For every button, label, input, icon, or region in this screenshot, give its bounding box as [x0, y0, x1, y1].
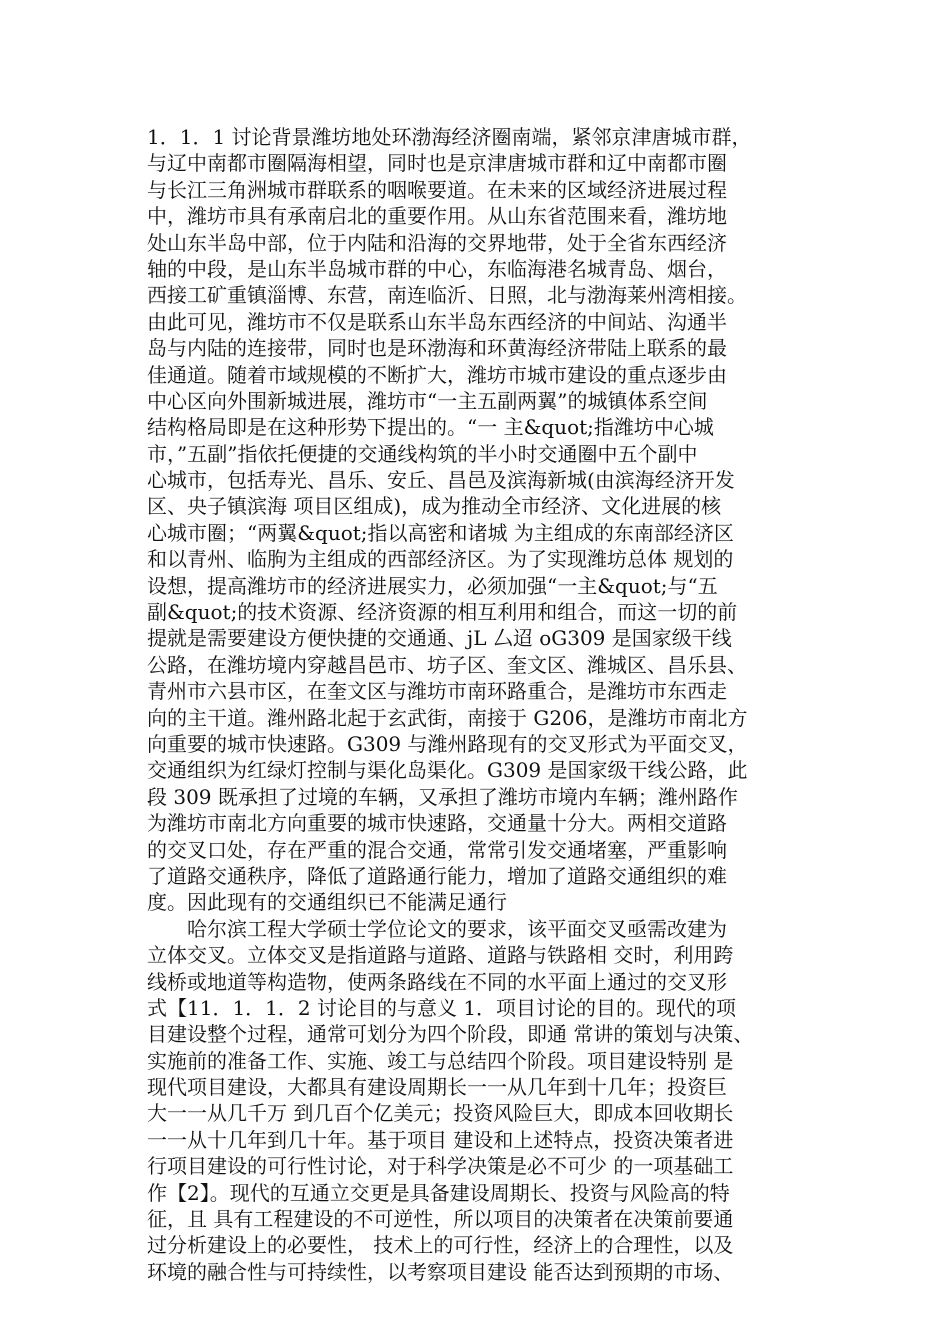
text-line: 向重要的城市快速路。G309 与潍州路现有的交叉形式为平面交叉，	[147, 731, 748, 756]
text-line: 作【2】。现代的互通立交更是具备建设周期长、投资与风险高的特	[147, 1180, 730, 1205]
text-line: 青州市六县市区，在奎文区与潍坊市南环路重合，是潍坊市东西走	[147, 679, 727, 704]
text-line: 和以青州、临朐为主组成的西部经济区。为了实现潍坊总体 规划的	[147, 547, 734, 572]
text-line: 一一从十几年到几十年。基于项目 建设和上述特点，投资决策者进	[147, 1127, 734, 1152]
text-line: 向的主干道。潍州路北起于玄武街，南接于 G206，是潍坊市南北方	[147, 705, 748, 730]
body-text	[147, 124, 827, 1285]
text-line: 结构格局即是在这种形势下提出的。“一 主&quot;指潍坊中心城	[147, 415, 714, 440]
text-line: 征，且 具有工程建设的不可逆性，所以项目的决策者在决策前要通	[147, 1207, 734, 1232]
text-line: 1．1．1 讨论背景潍坊地处环渤海经济圈南端，紧邻京津唐城市群，	[147, 125, 752, 149]
text-line: 了道路交通秩序，降低了道路通行能力，增加了道路交通组织的难	[147, 863, 727, 888]
text-line: 轴的中段，是山东半岛城市群的中心，东临海港名城青岛、烟台，	[147, 256, 727, 281]
text-line: 由此可见，潍坊市不仅是联系山东半岛东西经济的中间站、沟通半	[147, 309, 727, 334]
text-line: 中心区向外围新城进展，潍坊市“一主五副两翼”的城镇体系空间	[147, 388, 708, 413]
text-line: 目建设整个过程，通常可划分为四个阶段，即通 常讲的策划与决策、	[147, 1022, 754, 1047]
text-line: 为潍坊市南北方向重要的城市快速路，交通量十分大。两相交道路	[147, 811, 727, 836]
text-line: 心城市圈；“两翼&quot;指以高密和诸城 为主组成的东南部经济区	[147, 520, 734, 545]
text-line: 实施前的准备工作、实施、竣工与总结四个阶段。项目建设特别 是	[147, 1048, 734, 1073]
text-line: 设想，提高潍坊市的经济进展实力，必须加强“一主&quot;与“五	[147, 573, 718, 598]
text-line: 副&quot;的技术资源、经济资源的相互利用和组合，而这一切的前	[147, 600, 738, 625]
text-line: 岛与内陆的连接带，同时也是环渤海和环黄海经济带陆上联系的最	[147, 336, 727, 361]
text-line: 佳通道。随着市域规模的不断扩大，潍坊市城市建设的重点逐步由	[147, 362, 727, 387]
text-line: 哈尔滨工程大学硕士学位论文的要求，该平面交叉亟需改建为	[147, 916, 727, 941]
text-line: 中，潍坊市具有承南启北的重要作用。从山东省范围来看，潍坊地	[147, 204, 727, 229]
text-line: 环境的融合性与可持续性，以考察项目建设 能否达到预期的市场、	[147, 1259, 734, 1284]
text-line: 立体交叉。立体交叉是指道路与道路、道路与铁路相 交时，利用跨	[147, 943, 734, 968]
text-line: 区、央子镇滨海 项目区组成)，成为推动全市经济、文化进展的核	[147, 494, 722, 519]
text-line: 现代项目建设，大都具有建设周期长一一从几年到十几年；投资巨	[147, 1075, 727, 1100]
text-line: 过分析建设上的必要性， 技术上的可行性，经济上的合理性，以及	[147, 1233, 734, 1258]
text-line: 心城市，包括寿光、昌乐、安丘、昌邑及滨海新城(由滨海经济开发	[147, 468, 735, 493]
text-line: 段 309 既承担了过境的车辆，又承担了潍坊市境内车辆；潍州路作	[147, 784, 738, 809]
text-line: 市，”五副”指依托便捷的交通线构筑的半小时交通圈中五个副中	[147, 441, 698, 466]
text-line: 西接工矿重镇淄博、东营，南连临沂、日照，北与渤海莱州湾相接。	[147, 283, 747, 308]
text-line: 与长江三角洲城市群联系的咽喉要道。在未来的区域经济进展过程	[147, 177, 727, 202]
text-line: 交通组织为红绿灯控制与渠化岛渠化。G309 是国家级干线公路，此	[147, 758, 748, 783]
text-line: 提就是需要建设方便快捷的交通通、jL 厶迢 oG309 是国家级干线	[147, 626, 732, 651]
text-line: 大一一从几千万 到几百个亿美元；投资风险巨大，即成本回收期长	[147, 1101, 734, 1126]
text-line: 行项目建设的可行性讨论，对于科学决策是必不可少 的一项基础工	[147, 1154, 734, 1179]
text-line: 处山东半岛中部，位于内陆和沿海的交界地带，处于全省东西经济	[147, 230, 727, 255]
text-line: 式【11．1．1．2 讨论目的与意义 1．项目讨论的目的。现代的项	[147, 995, 737, 1020]
text-line: 的交叉口处，存在严重的混合交通，常常引发交通堵塞，严重影响	[147, 837, 727, 862]
text-line: 与辽中南都市圈隔海相望，同时也是京津唐城市群和辽中南都市圈	[147, 151, 727, 176]
text-line: 度。因此现有的交通组织已不能满足通行	[147, 890, 507, 915]
text-line: 线桥或地道等构造物，使两条路线在不同的水平面上通过的交叉形	[147, 969, 727, 994]
text-line: 公路，在潍坊境内穿越昌邑市、坊子区、奎文区、潍城区、昌乐县、	[147, 652, 747, 677]
